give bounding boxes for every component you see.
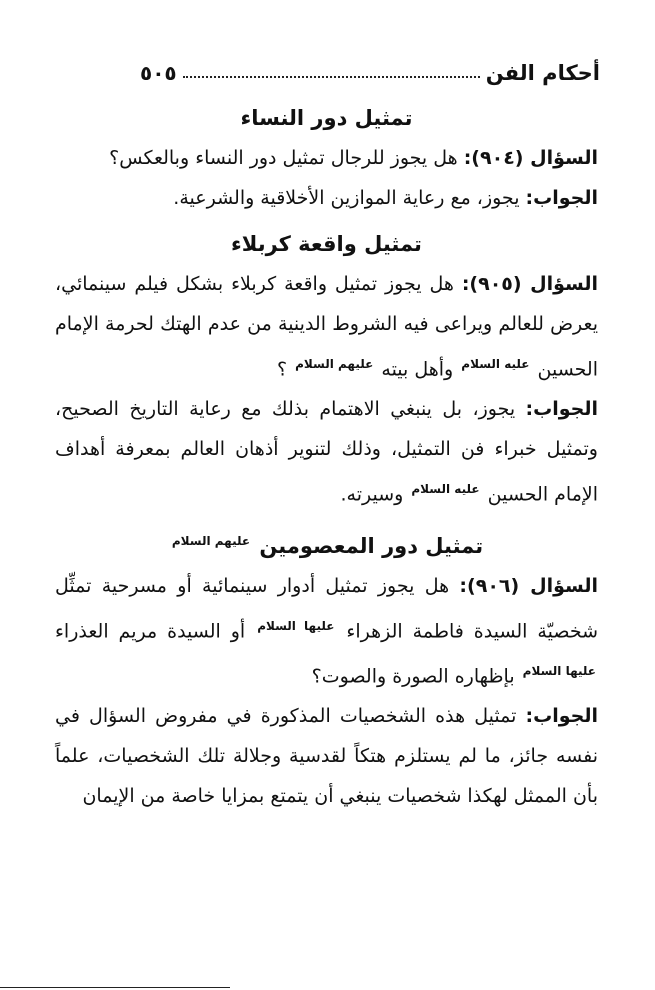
- question-text: بإظهاره الصورة والصوت؟: [311, 665, 515, 688]
- answer-text: تمثيل هذه الشخصيات المذكورة في مفروض السؤال في نفسه جائز، ما لم يستلزم هتكاً لقدسية وجلالة تلك الشخصيات، علماً بأن الممثل لهكذا شخصيات ينبغي أن يتمتع بمزايا خاصة من الإيمان: [55, 705, 598, 808]
- section-title-text: تمثيل دور النساء: [240, 106, 413, 130]
- answer-paragraph: [55, 389, 598, 514]
- answer-text: وسيرته.: [340, 483, 404, 506]
- question-text: وأهل بيته: [381, 358, 454, 381]
- answer-text: يجوز، بل ينبغي الاهتمام بذلك مع رعاية التاريخ الصحيح، وتمثيل خبراء فن التمثيل، وذلك لتنوير أذهان العالم بمعرفة أهداف الإمام الحسين: [55, 398, 598, 506]
- section-title: [55, 224, 598, 264]
- question-text: ؟: [276, 358, 288, 381]
- question-paragraph: [55, 566, 598, 697]
- question-text: هل يجوز تمثيل أدوار سينمائية أو مسرحية تمثِّل شخصيّة السيدة فاطمة الزهراء: [55, 574, 598, 642]
- answer-label: الجواب:: [525, 398, 598, 421]
- question-text: هل يجوز تمثيل واقعة كربلاء بشكل فيلم سينمائي، يعرض للعالم ويراعى فيه الشروط الدينية من عدم الهتك لحرمة الإمام الحسين: [55, 273, 598, 381]
- question-paragraph: [55, 264, 598, 389]
- honorific-mark: عليهم السلام: [171, 533, 251, 548]
- honorific-mark: عليها السلام: [257, 618, 335, 633]
- book-title: أحكام الفن: [485, 61, 600, 85]
- page-number: ٥٠٥: [140, 61, 177, 85]
- page-content: [55, 98, 598, 816]
- section-title: [55, 521, 598, 566]
- question-text: هل يجوز للرجال تمثيل دور النساء وبالعكس؟: [109, 147, 458, 169]
- answer-paragraph: [55, 696, 598, 816]
- honorific-mark: عليه السلام: [411, 482, 480, 497]
- honorific-mark: عليهم السلام: [295, 357, 374, 371]
- section-title: [55, 98, 598, 138]
- question-label: السؤال (٩٠٥):: [461, 273, 598, 295]
- section-title-text: تمثيل دور المعصومين: [259, 533, 484, 558]
- question-text: أو السيدة مريم العذراء: [55, 619, 246, 642]
- running-header: [140, 58, 600, 88]
- section-title-text: تمثيل واقعة كربلاء: [231, 232, 422, 256]
- answer-paragraph: [55, 178, 598, 218]
- answer-text: يجوز، مع رعاية الموازين الأخلاقية والشرعية.: [173, 187, 520, 209]
- footnote-rule: [0, 987, 230, 988]
- honorific-mark: عليه السلام: [461, 357, 530, 371]
- answer-label: الجواب:: [525, 187, 598, 209]
- question-paragraph: [55, 138, 598, 178]
- honorific-mark: عليها السلام: [522, 663, 596, 678]
- answer-label: الجواب:: [525, 705, 598, 728]
- header-dotted-leader: [183, 64, 480, 78]
- question-label: السؤال (٩٠٦):: [459, 574, 598, 597]
- question-label: السؤال (٩٠٤):: [463, 147, 598, 169]
